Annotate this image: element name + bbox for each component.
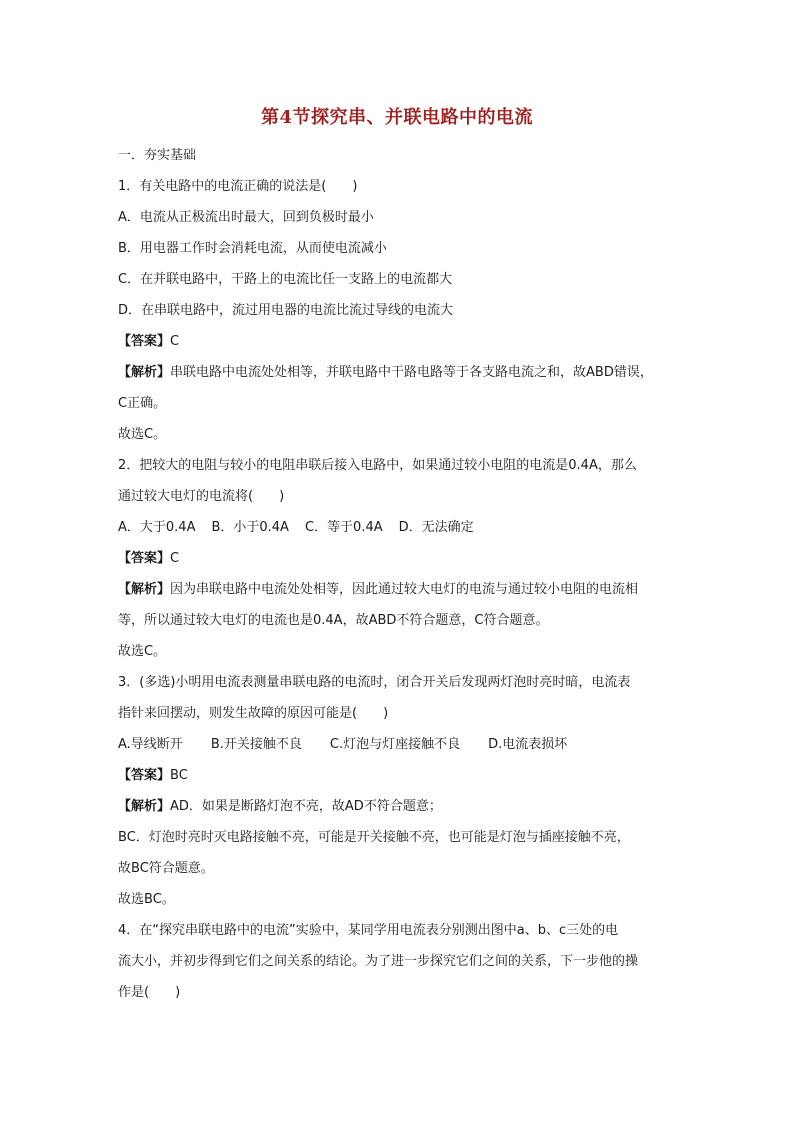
analysis-text: AD．如果是断路灯泡不亮，故AD不符合题意； <box>170 799 442 814</box>
analysis-label: 【解析】 <box>118 365 171 380</box>
question-2-stem-line-1: 2．把较大的电阻与较小的电阻串联后接入电路中，如果通过较小电阻的电流是0.4A，那么 <box>118 458 637 473</box>
question-3-analysis-line-1 <box>118 791 678 822</box>
question-1-option-d: D．在串联电路中，流过用电器的电流比流过导线的电流大 <box>118 303 454 318</box>
section-heading: 一．夯实基础 <box>118 148 197 163</box>
question-3-analysis-line-3: 故BC符合题意。 <box>118 861 214 876</box>
question-3-option-a: A.导线断开 <box>118 737 183 752</box>
question-1-option-c: C．在并联电路中，干路上的电流比任一支路上的电流都大 <box>118 272 453 287</box>
question-4-stem-line-1: 4．在“探究串联电路中的电流”实验中，某同学用电流表分别测出图中a、b、c三处的电 <box>118 923 619 938</box>
analysis-label: 【解析】 <box>118 799 171 814</box>
question-3-conclusion: 故选BC。 <box>118 892 175 907</box>
answer-label: 【答案】 <box>118 551 171 566</box>
answer-label: 【答案】 <box>118 768 171 783</box>
question-2-option-c: C．等于0.4A <box>304 520 383 535</box>
question-3-options <box>118 729 678 760</box>
question-2-stem-line-2: 通过较大电灯的电流将( ) <box>118 489 285 504</box>
answer-value: C <box>170 334 180 349</box>
question-4-stem-line-2: 流大小，并初步得到它们之间关系的结论。为了进一步探究它们之间的关系，下一步他的操 <box>118 954 639 969</box>
page-title: 第4节探究串、并联电路中的电流 <box>260 107 534 128</box>
question-3-analysis-line-2: BC．灯泡时亮时灭电路接触不亮，可能是开关接触不亮，也可能是灯泡与插座接触不亮， <box>118 830 630 845</box>
question-3-answer <box>118 760 678 791</box>
question-1-stem: 1．有关电路中的电流正确的说法是( ) <box>118 179 358 194</box>
analysis-text: 串联电路中电流处处相等，并联电路中干路电路等于各支路电流之和，故ABD错误， <box>170 365 653 380</box>
question-1-answer <box>118 326 678 357</box>
answer-value: C <box>170 551 180 566</box>
question-2-options <box>118 512 678 543</box>
question-2-conclusion: 故选C。 <box>118 644 167 659</box>
question-3-stem-line-2: 指针来回摆动，则发生故障的原因可能是( ) <box>118 706 389 721</box>
answer-value: BC <box>170 768 188 783</box>
question-2-option-b: B．小于0.4A <box>211 520 289 535</box>
analysis-text: 因为串联电路中电流处处相等，因此通过较大电灯的电流与通过较小电阻的电流相 <box>170 582 639 597</box>
question-2-answer <box>118 543 678 574</box>
question-3-option-b: B.开关接触不良 <box>210 737 302 752</box>
question-2-option-a: A．大于0.4A <box>118 520 196 535</box>
question-2-analysis-line-1 <box>118 574 678 605</box>
question-1-analysis-line-2: C正确。 <box>118 396 167 411</box>
question-2-analysis-line-2: 等，所以通过较大电灯的电流也是0.4A，故ABD不符合题意，C符合题意。 <box>118 613 549 628</box>
question-3-option-c: C.灯泡与灯座接触不良 <box>329 737 461 752</box>
question-3-stem-line-1: 3．(多选)小明用电流表测量串联电路的电流时，闭合开关后发现两灯泡时亮时暗，电流表 <box>118 675 631 690</box>
question-1-conclusion: 故选C。 <box>118 427 167 442</box>
question-1-option-b: B．用电器工作时会消耗电流，从而使电流减小 <box>118 241 387 256</box>
document-body <box>118 140 678 1008</box>
question-2-option-d: D．无法确定 <box>398 520 474 535</box>
analysis-label: 【解析】 <box>118 582 171 597</box>
question-1-option-a: A．电流从正极流出时最大，回到负极时最小 <box>118 210 374 225</box>
question-3-option-d: D.电流表损坏 <box>488 737 568 752</box>
question-1-analysis-line-1 <box>118 357 678 388</box>
answer-label: 【答案】 <box>118 334 171 349</box>
question-4-stem-line-3: 作是( ) <box>118 985 181 1000</box>
